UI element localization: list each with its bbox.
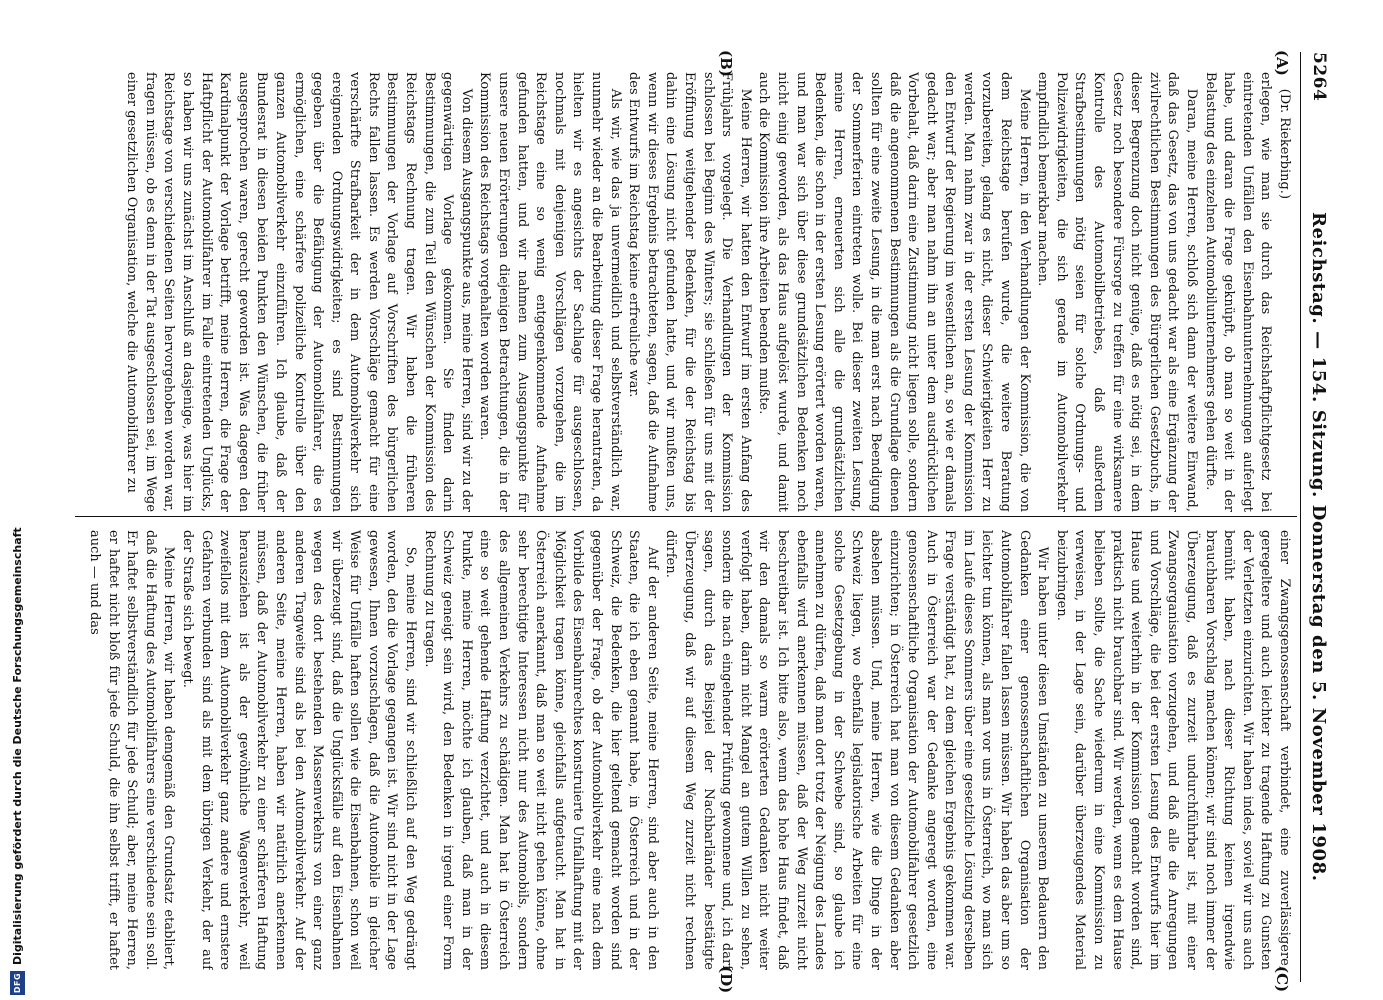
paragraph: Als wir, wie das ja unvermeidlich und selbstverständlich war, nunmehr wieder an die Bearbeitung dieser Frage herantraten, da hielten wir es angesichts der Sachlage für ausgeschlossen, nochmals mit denjenigen Vorschlägen vorzugehen, die im Reichstage eine so wenig entgegenkommende Aufnahme gefunden hatten, und wir nahmen zum Ausgangspunkte für unsere neuen Erörterungen diejenigen Betrachtungen, die in der Kommission des Reichstags vorgehalten worden waren. [477,72,623,512]
paragraph: Meine Herren, in den Verhandlungen der Kommission, die von dem Reichstage berufen wurde, die weitere Beratung vorzubereiten, gelang es nicht, dieser Schwierigkeiten Herr zu werden. Man nahm zwar in der ersten Lesung der Kommission den Entwurf der Regierung im wesentlichen an, so wie er damals gedacht war; aber man nahm ihn an unter dem ausdrücklichen Vorbehalt, daß darin eine Zustimmung nicht liegen solle, sondern daß die angenommenen Bestimmungen als die Grundlage dienen sollten für eine zweite Lesung, in die man erst nach Beendigung der Sommerferien eintreten wolle. Bei dieser zweiten Lesung, meine Herren, erneuerten sich alle die grundsätzlichen Bedenken, die schon in der ersten Lesung erörtert worden waren, und man war sich über diese grundsätzlichen Bedenken noch nicht einig geworden, als das Haus aufgelöst wurde, und damit auch die Kommission ihre Arbeiten beenden mußte. [756,72,1032,512]
paragraph: Von diesem Ausgangspunkte aus, meine Herren, sind wir zu der gegenwärtigen Vorlage gekommen. Sie finden darin Bestimmungen, die zum Teil den Wünschen der Kommission des Reichstags Rechnung tragen. Wir haben die früheren Bestimmungen der Vorlage auf Vorschriften des bürgerlichen Rechts fallen lassen. Es werden Vorschläge gemacht für eine verschärfte Strafbarkeit der in dem Automobilverkehr sich ereignenden Ordnungswidrigkeiten; es sind Bestimmungen gegeben über die Befähigung der Automobilfahrer, die es ermöglichen, eine schärfere polizeiliche Kontrolle über den ganzen Automobilverkehr einzuführen. Ich glaube, daß der Bundesrat in diesen beiden Punkten den Wünschen, die früher ausgesprochen waren, gerecht geworden ist. Was dagegen den Kardinalpunkt der Vorlage betrifft, meine Herren, die Frage der Haftpflicht der Automobilfahrer im Falle eintretenden Unglücks, so haben wir uns zunächst im Anschluß an dasjenige, was hier im Reichstage von verschiedenen Seiten hervorgehoben worden war, fragen müssen, ob es denn in der Tat ausgeschlossen sei, im Wege einer gesetzlichen Organisation, welche die Automobilfahrer zu [124,72,474,512]
margin-marker-b: (B) [717,50,735,77]
paragraph: Meine Herren, wir haben demgemäß den Grundsatz etabliert, daß die Haftung des Automobilfahrers eine verschiedene sein soll. Er haftet selbstverständlich für jede Schuld; aber, meine Herren, er haftet nicht bloß für jede Schuld, die ihn selbst trifft, er haftet auch — und das [87,530,177,970]
paragraph: So, meine Herren, sind wir schließlich auf den Weg gedrängt worden, den die Vorlage gegangen ist. Wir sind nicht in der Lage gewesen, Ihnen vorzuschlagen, daß die Automobile in gleicher Weise für Unfälle haften sollen wie die Eisenbahnen, schon weil wir überzeugt sind, daß die Unglücksfälle auf den Eisenbahnen wegen des dort bestehenden Massenverkehrs von einer ganz anderen Tragweite sind als bei den Automobilverkehr. Auf der anderen Seite, meine Herren, haben wir natürlich anerkennen müssen, daß der Automobilverkehr zu einer schärferen Haftung herausziehen ist als der gewöhnliche Wagenverkehr, weil zweifellos mit dem Automobilverkehr ganz andere und ernstere Gefahren verbunden sind als mit dem übrigen Verkehr, der auf der Straße sich bewegt. [179,530,419,970]
left-column [73,72,1293,512]
paragraph: Daran, meine Herren, schloß sich dann der weitere Einwand, daß das Gesetz, das von uns gedacht war als eine Ergänzung der zivilrechtlichen Bestimmungen des Bürgerlichen Gesetzbuchs, in dieser Begrenzung doch nicht genüge, daß es nötig sei, in dem Gesetz noch besondere Fürsorge zu treffen für eine wirksamere Kontrolle des Automobilbetriebes, daß außerdem Strafbestimmungen nötig seien für solche Ordnungs- und Polizeiwidrigkeiten, die sich gerade im Automobilverkehr empfindlich bemerkbar machen. [1035,72,1200,512]
page-header [1300,52,1335,982]
dfg-logo-icon: DFG [10,971,25,995]
printed-page [55,50,1335,994]
margin-marker-a: (A) [1273,50,1291,76]
paragraph: Auf der anderen Seite, meine Herren, sind aber auch in den Staaten, die ich eben genannt habe, in Österreich und in der Schweiz, die Bedenken, die hier geltend gemacht worden sind gegenüber der Frage, ob der Automobilverkehr eine nach dem Vorbilde des Eisenbahnrechtes konstruierte Unfallhaftung mit der Möglichkeit tragen könne, gleichfalls aufgetaucht. Man hat in Österreich anerkannt, daß man so weit nicht gehen könne, ohne sehr berechtigte Interessen nicht nur des Automobils, sondern des allgemeinen Verkehrs zu schädigen. Man hat in Österreich eine so weit gehende Haftung verzichtet, und auch in diesem Punkte, meine Herren, möchte ich glauben, daß man in der Schweiz geneigt sein wird, den Bedenken in irgend einer Form Rechnung zu tragen. [421,530,660,970]
margin-marker-d: (D) [717,966,735,994]
right-column [73,530,1293,970]
page-anchor [50,50,1329,994]
margin-marker-c: (C) [1273,966,1291,993]
page-number: 5264 [1309,52,1329,102]
speaker-label: (Dr. Riekerbing.) [1277,88,1292,200]
paragraph: Meine Herren, wir hatten den Entwurf im ersten Anfang des Frühjahrs vorgelegt. Die Verhandlungen der Kommission schlossen bei Beginn des Winters; sie schließen für uns mit der Eröffnung weitgehender Bedenken, für die der Reichstag bis dahin eine Lösung nicht gefunden hatte, und wir mußten uns, wenn wir dieses Ergebnis betrachteten, sagen, daß die Aufnahme des Entwurfs im Reichstag keine erfreuliche war. [626,72,753,512]
credit-text: Digitalisierung gefördert durch die Deutsche Forschungsgemeinschaft [10,527,24,965]
column-divider [75,516,1297,517]
paragraph: Wir haben unter diesen Umständen zu unserem Bedauern den Gedanken einer genossenschaftlichen Organisation der Automobilfahrer fallen lassen müssen. Wir haben das aber um so leichter tun können, als man vor uns in Österreich, wo man sich im Laufe dieses Sommers über eine gesetzliche Lösung derselben Frage verständigt hat, zu dem gleichen Ergebnis gekommen war. Auch in Österreich war der Gedanke angeregt worden, eine genossenschaftliche Organisation der Automobilfahrer gesetzlich einzurichten; in Österreich hat man von diesem Gedanken aber absehen müssen. Und, meine Herren, wie die Dinge in der Schweiz liegen, wo ebenfalls legislatorische Arbeiten für eine solche Gesetzgebung in der Schwebe sind, so glaube ich annehmen zu dürfen, daß man dort trotz der Neigung des Landes ebenfalls wird anerkennen müssen, daß der Weg zurzeit nicht beschreitbar ist. Ich bitte also, wenn das hohe Haus findet, daß wir den damals so warm erörterten Gedanken nicht weiter verfolgt haben, darin nicht Mangel an gutem Willen zu sehen, sondern die nach eingehender Prüfung gewonnene und, ich darf sagen, durch das Beispiel der Nachbarländer bestätigte Überzeugung, daß wir auf diesem Weg zurzeit nicht rechnen dürfen. [663,530,1051,970]
running-head: Reichstag. — 154. Sitzung. Donnerstag den 5. November 1908. [1308,212,1329,882]
rotated-page [55,50,1335,994]
digitization-credit [0,0,34,1000]
paragraph: erlegen, wie man sie durch das Reichshaftpflichtgesetz bei eintretenden Unfällen den Eisenbahnunternehmungen auferlegt habe, und daran die Frage geknüpft, ob man so weit in der Belastung des einzelnen Automobilunternehmers gehen dürfte. [1202,72,1274,512]
paragraph: einer Zwangsgenossenschaft verbindet, eine zuverlässigere, geregeltere und auch leichter zu tragende Haftung zu Gunsten der Verletzten einzurichten. Wir haben indes, soviel wir uns auch bemüht haben, nach dieser Richtung keinen irgendwie brauchbaren Vorschlag machen können; wir sind noch immer der Überzeugung, daß es zurzeit undurchführbar ist, mit einer Zwangsorganisation vorzugehen, und daß alle die Anregungen und Vorschläge, die bei der ersten Lesung des Entwurfs hier im Hause und weiterhin in der Kommission gemacht worden sind, praktisch nicht brauchbar sind. Wir werden, wenn es dem Hause belieben sollte, die Sache wiederum in eine Kommission zu verweisen, in der Lage sein, darüber überzeugendes Material beizubringen. [1053,530,1292,970]
